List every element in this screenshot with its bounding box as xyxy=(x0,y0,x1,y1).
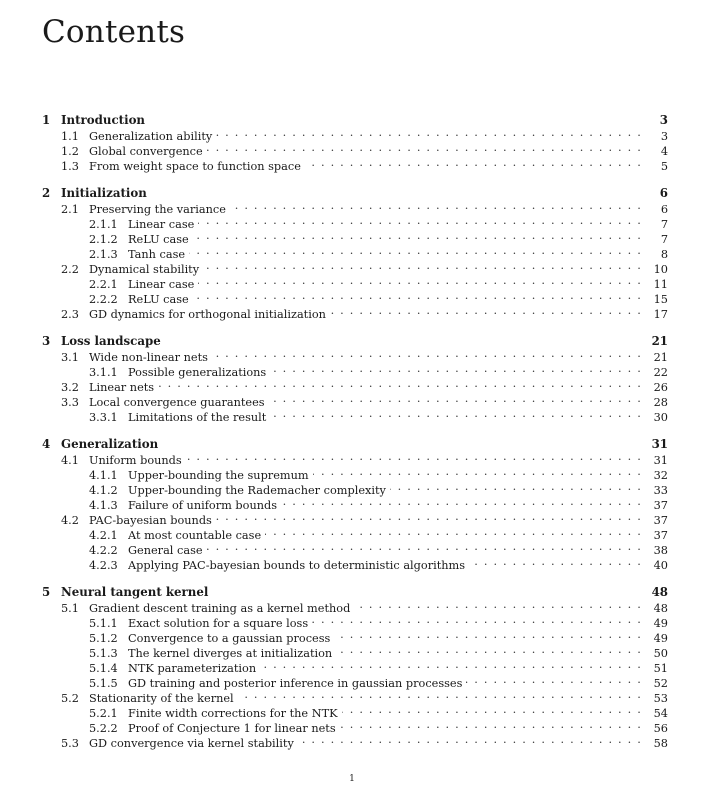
toc-entry-number: 5.1.3 xyxy=(89,647,118,660)
toc-section-entry[interactable] xyxy=(42,346,668,364)
toc-entry-title: From weight space to function space xyxy=(89,160,301,173)
toc-entry-number: 5 xyxy=(42,585,51,599)
toc-entry-page: 11 xyxy=(653,278,668,291)
toc-entry-number: 5.2.2 xyxy=(89,722,118,735)
toc-dot-leader xyxy=(305,155,642,170)
toc-entry-number: 2.1 xyxy=(61,203,79,216)
toc-subsection-entry[interactable] xyxy=(42,479,668,497)
toc-entry-page: 21 xyxy=(653,351,668,364)
toc-entry-page: 32 xyxy=(653,469,668,482)
toc-entry-title: Upper-bounding the Rademacher complexity xyxy=(128,484,386,497)
footer-page-number: 1 xyxy=(349,774,355,784)
toc-dot-leader xyxy=(466,672,642,687)
toc-subsection-entry[interactable] xyxy=(42,288,668,306)
toc-section-entry[interactable] xyxy=(42,198,668,216)
toc-entry-page: 56 xyxy=(653,722,668,735)
toc-entry-number: 5.3 xyxy=(61,737,79,750)
toc-dot-leader xyxy=(203,258,642,273)
toc-entry-page: 15 xyxy=(653,293,668,306)
toc-entry-number: 5.2.1 xyxy=(89,707,118,720)
toc-section-entry[interactable] xyxy=(42,258,668,276)
toc-entry-number: 5.1.5 xyxy=(89,677,118,690)
toc-entry-number: 5.1.4 xyxy=(89,662,118,675)
toc-entry-title: Proof of Conjecture 1 for linear nets xyxy=(128,722,336,735)
toc-entry-number: 4.2.2 xyxy=(89,544,118,557)
toc-entry-title: Uniform bounds xyxy=(89,454,182,467)
toc-entry-number: 2.3 xyxy=(61,308,79,321)
toc-section-entry[interactable] xyxy=(42,391,668,409)
toc-entry-page: 5 xyxy=(660,160,668,173)
toc-dot-leader xyxy=(212,581,642,596)
toc-chapter-block xyxy=(42,330,668,424)
toc-entry-title: Neural tangent kernel xyxy=(61,585,209,599)
table-of-contents xyxy=(42,109,668,759)
toc-entry-page: 6 xyxy=(659,186,668,200)
toc-entry-page: 48 xyxy=(651,585,668,599)
toc-entry-page: 53 xyxy=(653,692,668,705)
toc-entry-title: Limitations of the result xyxy=(128,411,267,424)
toc-dot-leader xyxy=(260,657,642,672)
toc-entry-title: Upper-bounding the supremum xyxy=(128,469,309,482)
toc-entry-page: 49 xyxy=(653,632,668,645)
toc-dot-leader xyxy=(162,433,642,448)
toc-entry-page: 51 xyxy=(653,662,668,675)
toc-entry-title: Loss landscape xyxy=(61,334,161,348)
toc-dot-leader xyxy=(265,524,642,539)
toc-entry-number: 2.2.2 xyxy=(89,293,118,306)
toc-entry-number: 2.1.1 xyxy=(89,218,118,231)
toc-subsection-entry[interactable] xyxy=(42,524,668,542)
toc-entry-number: 5.1.1 xyxy=(89,617,118,630)
toc-entry-title: Wide non-linear nets xyxy=(89,351,208,364)
toc-entry-title: ReLU case xyxy=(128,293,189,306)
toc-dot-leader xyxy=(342,702,642,717)
toc-entry-title: General case xyxy=(128,544,203,557)
toc-entry-page: 28 xyxy=(653,396,668,409)
toc-dot-leader xyxy=(207,140,642,155)
toc-chapter-block xyxy=(42,581,668,750)
toc-subsection-entry[interactable] xyxy=(42,464,668,482)
toc-section-entry[interactable] xyxy=(42,303,668,321)
toc-entry-number: 4.1.3 xyxy=(89,499,118,512)
toc-entry-title: PAC-bayesian bounds xyxy=(89,514,212,527)
toc-subsection-entry[interactable] xyxy=(42,672,668,690)
toc-entry-number: 4.2.3 xyxy=(89,559,118,572)
toc-entry-page: 50 xyxy=(653,647,668,660)
toc-dot-leader xyxy=(336,642,642,657)
toc-dot-leader xyxy=(340,717,642,732)
toc-entry-page: 6 xyxy=(660,203,668,216)
toc-entry-title: Initialization xyxy=(61,186,147,200)
toc-entry-number: 4.1 xyxy=(61,454,79,467)
toc-entry-title: Gradient descent training as a kernel method xyxy=(89,602,351,615)
toc-entry-title: GD convergence via kernel stability xyxy=(89,737,294,750)
toc-entry-number: 4.1.1 xyxy=(89,469,118,482)
toc-entry-page: 4 xyxy=(660,145,668,158)
toc-entry-number: 2.2 xyxy=(61,263,79,276)
toc-dot-leader xyxy=(193,228,642,243)
toc-entry-number: 3.2 xyxy=(61,381,79,394)
toc-entry-page: 37 xyxy=(653,499,668,512)
toc-subsection-entry[interactable] xyxy=(42,657,668,675)
toc-entry-title: The kernel diverges at initialization xyxy=(128,647,333,660)
toc-subsection-entry[interactable] xyxy=(42,228,668,246)
toc-subsection-entry[interactable] xyxy=(42,273,668,291)
toc-entry-title: Linear nets xyxy=(89,381,155,394)
toc-dot-leader xyxy=(230,198,642,213)
toc-entry-page: 49 xyxy=(653,617,668,630)
toc-entry-number: 3.1.1 xyxy=(89,366,118,379)
toc-entry-title: Global convergence xyxy=(89,145,203,158)
toc-dot-leader xyxy=(165,330,642,345)
toc-entry-title: Stationarity of the kernel xyxy=(89,692,234,705)
toc-subsection-entry[interactable] xyxy=(42,361,668,379)
toc-entry-title: Linear case xyxy=(128,218,195,231)
toc-entry-page: 21 xyxy=(651,334,668,348)
toc-entry-title: Dynamical stability xyxy=(89,263,200,276)
toc-dot-leader xyxy=(198,213,642,228)
toc-dot-leader xyxy=(193,288,642,303)
toc-entry-number: 3 xyxy=(42,334,51,348)
toc-dot-leader xyxy=(212,346,642,361)
toc-section-entry[interactable] xyxy=(42,449,668,467)
toc-subsection-entry[interactable] xyxy=(42,702,668,720)
toc-chapter-block xyxy=(42,433,668,572)
toc-dot-leader xyxy=(334,627,642,642)
toc-section-entry[interactable] xyxy=(42,687,668,705)
toc-entry-page: 7 xyxy=(660,218,668,231)
toc-entry-title: Convergence to a gaussian process xyxy=(128,632,331,645)
toc-entry-title: At most countable case xyxy=(128,529,262,542)
toc-subsection-entry[interactable] xyxy=(42,539,668,557)
toc-subsection-entry[interactable] xyxy=(42,612,668,630)
toc-entry-title: NTK parameterization xyxy=(128,662,257,675)
toc-entry-page: 26 xyxy=(653,381,668,394)
toc-entry-page: 31 xyxy=(651,437,668,451)
toc-dot-leader xyxy=(312,612,642,627)
toc-chapter-block xyxy=(42,182,668,321)
toc-entry-page: 33 xyxy=(653,484,668,497)
toc-entry-number: 2.2.1 xyxy=(89,278,118,291)
toc-entry-page: 58 xyxy=(653,737,668,750)
toc-dot-leader xyxy=(151,182,642,197)
toc-subsection-entry[interactable] xyxy=(42,554,668,572)
toc-entry-number: 5.2 xyxy=(61,692,79,705)
toc-entry-title: ReLU case xyxy=(128,233,189,246)
toc-section-entry[interactable] xyxy=(42,140,668,158)
toc-entry-number: 1.2 xyxy=(61,145,79,158)
toc-entry-title: Failure of uniform bounds xyxy=(128,499,278,512)
toc-dot-leader xyxy=(270,406,642,421)
toc-dot-leader xyxy=(238,687,642,702)
toc-dot-leader xyxy=(198,273,642,288)
toc-entry-title: Possible generalizations xyxy=(128,366,267,379)
toc-entry-title: Tanh case xyxy=(128,248,186,261)
toc-dot-leader xyxy=(216,509,642,524)
toc-chapter-entry[interactable] xyxy=(42,182,668,198)
toc-entry-page: 37 xyxy=(653,514,668,527)
toc-entry-page: 52 xyxy=(653,677,668,690)
toc-dot-leader xyxy=(281,494,642,509)
page-title: Contents xyxy=(42,14,186,50)
toc-entry-number: 3.3.1 xyxy=(89,411,118,424)
toc-entry-title: Local convergence guarantees xyxy=(89,396,265,409)
toc-entry-title: Generalization xyxy=(61,437,159,451)
toc-dot-leader xyxy=(330,303,642,318)
toc-entry-title: Exact solution for a square loss xyxy=(128,617,309,630)
toc-entry-title: GD training and posterior inference in gaussian processes xyxy=(128,677,463,690)
toc-entry-title: Generalization ability xyxy=(89,130,213,143)
toc-entry-number: 5.1.2 xyxy=(89,632,118,645)
toc-section-entry[interactable] xyxy=(42,597,668,615)
toc-entry-page: 22 xyxy=(653,366,668,379)
toc-entry-title: Linear case xyxy=(128,278,195,291)
toc-subsection-entry[interactable] xyxy=(42,494,668,512)
toc-dot-leader xyxy=(469,554,642,569)
toc-chapter-entry[interactable] xyxy=(42,581,668,597)
toc-dot-leader xyxy=(269,391,642,406)
toc-entry-page: 30 xyxy=(653,411,668,424)
toc-entry-page: 31 xyxy=(653,454,668,467)
toc-entry-number: 4 xyxy=(42,437,51,451)
toc-section-entry[interactable] xyxy=(42,732,668,750)
toc-entry-page: 38 xyxy=(653,544,668,557)
toc-entry-number: 5.1 xyxy=(61,602,79,615)
toc-section-entry[interactable] xyxy=(42,509,668,527)
toc-entry-page: 3 xyxy=(660,130,668,143)
toc-entry-title: Applying PAC-bayesian bounds to deterministic algorithms xyxy=(128,559,466,572)
toc-entry-page: 8 xyxy=(660,248,668,261)
toc-entry-page: 10 xyxy=(653,263,668,276)
toc-dot-leader xyxy=(298,732,642,747)
toc-dot-leader xyxy=(216,125,642,140)
toc-entry-page: 7 xyxy=(660,233,668,246)
toc-entry-number: 3.1 xyxy=(61,351,79,364)
toc-dot-leader xyxy=(207,539,642,554)
toc-entry-number: 1 xyxy=(42,113,51,127)
toc-entry-number: 1.1 xyxy=(61,130,79,143)
toc-section-entry[interactable] xyxy=(42,376,668,394)
toc-subsection-entry[interactable] xyxy=(42,243,668,261)
toc-dot-leader xyxy=(354,597,642,612)
toc-section-entry[interactable] xyxy=(42,125,668,143)
toc-entry-page: 54 xyxy=(653,707,668,720)
toc-entry-title: Finite width corrections for the NTK xyxy=(128,707,338,720)
toc-dot-leader xyxy=(189,243,642,258)
toc-dot-leader xyxy=(149,109,642,124)
toc-entry-number: 2.1.2 xyxy=(89,233,118,246)
toc-entry-title: Introduction xyxy=(61,113,146,127)
toc-entry-page: 37 xyxy=(653,529,668,542)
toc-entry-number: 2.1.3 xyxy=(89,248,118,261)
toc-entry-title: Preserving the variance xyxy=(89,203,226,216)
toc-section-entry[interactable] xyxy=(42,155,668,173)
toc-dot-leader xyxy=(390,479,642,494)
toc-dot-leader xyxy=(158,376,642,391)
toc-subsection-entry[interactable] xyxy=(42,213,668,231)
toc-entry-page: 3 xyxy=(659,113,668,127)
toc-entry-number: 1.3 xyxy=(61,160,79,173)
toc-entry-title: GD dynamics for orthogonal initialization xyxy=(89,308,326,321)
toc-dot-leader xyxy=(186,449,642,464)
toc-entry-number: 4.1.2 xyxy=(89,484,118,497)
toc-entry-number: 4.2 xyxy=(61,514,79,527)
toc-subsection-entry[interactable] xyxy=(42,627,668,645)
toc-entry-number: 2 xyxy=(42,186,51,200)
toc-entry-page: 17 xyxy=(653,308,668,321)
toc-chapter-block xyxy=(42,109,668,173)
toc-dot-leader xyxy=(270,361,642,376)
toc-subsection-entry[interactable] xyxy=(42,717,668,735)
toc-entry-page: 48 xyxy=(653,602,668,615)
toc-chapter-entry[interactable] xyxy=(42,109,668,125)
toc-chapter-entry[interactable] xyxy=(42,330,668,346)
toc-entry-page: 40 xyxy=(653,559,668,572)
toc-dot-leader xyxy=(313,464,642,479)
toc-subsection-entry[interactable] xyxy=(42,406,668,424)
toc-entry-number: 4.2.1 xyxy=(89,529,118,542)
toc-entry-number: 3.3 xyxy=(61,396,79,409)
toc-subsection-entry[interactable] xyxy=(42,642,668,660)
toc-chapter-entry[interactable] xyxy=(42,433,668,449)
